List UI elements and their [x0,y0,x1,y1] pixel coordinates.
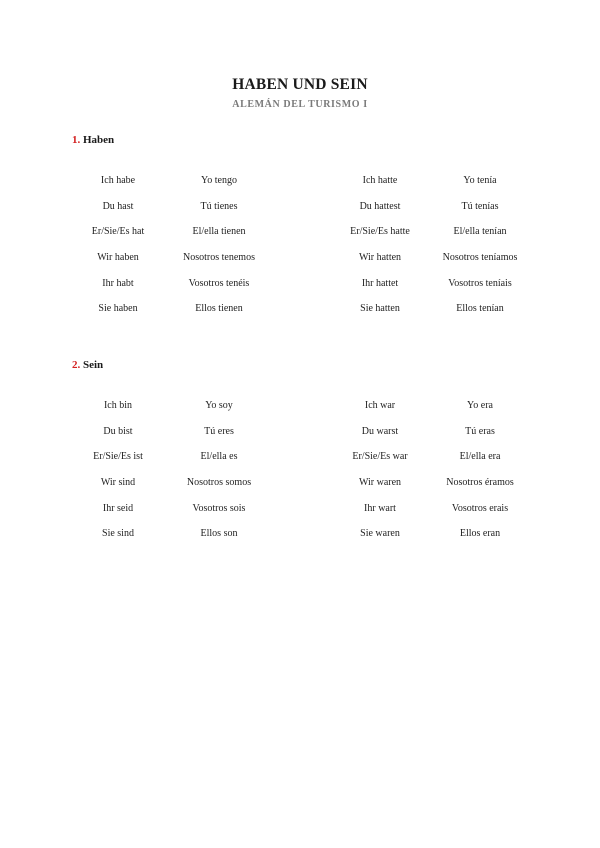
german-present-cell: Ihr seid [102,502,134,514]
section-number: 2. [72,359,81,371]
table-row [0,278,600,304]
document-title: HABEN UND SEIN [232,76,368,93]
german-present-cell: Ihr habt [102,277,134,289]
spanish-present-cell: Yo tengo [201,175,237,186]
document-subtitle: ALEMÁN DEL TURISMO I [232,99,368,110]
german-past-cell: Du warst [361,425,399,437]
german-past-cell: Er/Sie/Es hatte [350,226,410,238]
table-row [0,201,600,227]
german-present-cell: Wir sind [100,477,136,489]
conjugation-table-haben [0,175,600,329]
table-row [0,451,600,477]
spanish-present-cell: Tú tienes [200,200,238,212]
spanish-past-cell: Yo era [467,400,493,411]
spanish-past-cell: Nosotros éramos [446,477,514,489]
table-row [0,252,600,278]
spanish-past-cell: Nosotros teníamos [442,252,518,264]
spanish-past-cell: Tú eras [465,425,495,437]
section-number: 1. [72,134,81,146]
table-row [0,400,600,426]
section-title: Haben [83,134,115,146]
german-past-cell: Wir waren [358,477,402,489]
table-row [0,528,600,554]
spanish-present-cell: Tú eres [204,425,234,437]
german-present-cell: Wir haben [97,252,139,264]
german-past-cell: Wir hatten [358,252,402,264]
spanish-past-cell: Vosotros teníais [448,277,512,289]
german-past-cell: Ihr wart [364,502,396,514]
german-present-cell: Er/Sie/Es hat [91,226,145,238]
spanish-present-cell: Ellos son [200,528,238,540]
spanish-present-cell: El/ella tienen [192,226,246,238]
section-heading-haben [72,134,114,146]
spanish-present-cell: Yo soy [205,400,233,411]
section-heading-sein [72,359,103,371]
spanish-present-cell: Ellos tienen [195,303,243,315]
german-past-cell: Ich hatte [362,175,398,186]
spanish-present-cell: Vosotros sois [192,502,246,514]
german-past-cell: Er/Sie/Es war [352,451,408,463]
table-row [0,426,600,452]
german-present-cell: Du bist [103,425,133,437]
table-row [0,175,600,201]
spanish-past-cell: Tú tenías [461,200,499,212]
german-present-cell: Ich bin [103,400,133,411]
spanish-past-cell: Vosotros erais [451,502,509,514]
table-row [0,226,600,252]
table-row [0,503,600,529]
german-present-cell: Sie sind [102,528,134,540]
spanish-past-cell: Yo tenía [463,175,497,186]
german-past-cell: Ihr hattet [361,277,399,289]
german-past-cell: Ich war [364,400,396,411]
table-row [0,477,600,503]
german-present-cell: Ich habe [100,175,136,186]
german-past-cell: Sie hatten [360,303,400,315]
section-title: Sein [83,359,104,371]
german-present-cell: Sie haben [98,303,138,315]
spanish-past-cell: El/ella era [459,451,501,463]
german-present-cell: Du hast [102,200,134,212]
spanish-past-cell: Ellos eran [459,528,501,540]
table-row [0,303,600,329]
german-present-cell: Er/Sie/Es ist [93,451,143,463]
spanish-present-cell: Vosotros tenéis [188,277,250,289]
spanish-past-cell: El/ella tenían [453,226,507,238]
spanish-present-cell: El/ella es [200,451,238,463]
german-past-cell: Du hattest [359,200,401,212]
spanish-present-cell: Nosotros somos [186,477,252,489]
spanish-past-cell: Ellos tenían [456,303,504,315]
spanish-present-cell: Nosotros tenemos [183,252,255,264]
german-past-cell: Sie waren [360,528,400,540]
conjugation-table-sein [0,400,600,554]
